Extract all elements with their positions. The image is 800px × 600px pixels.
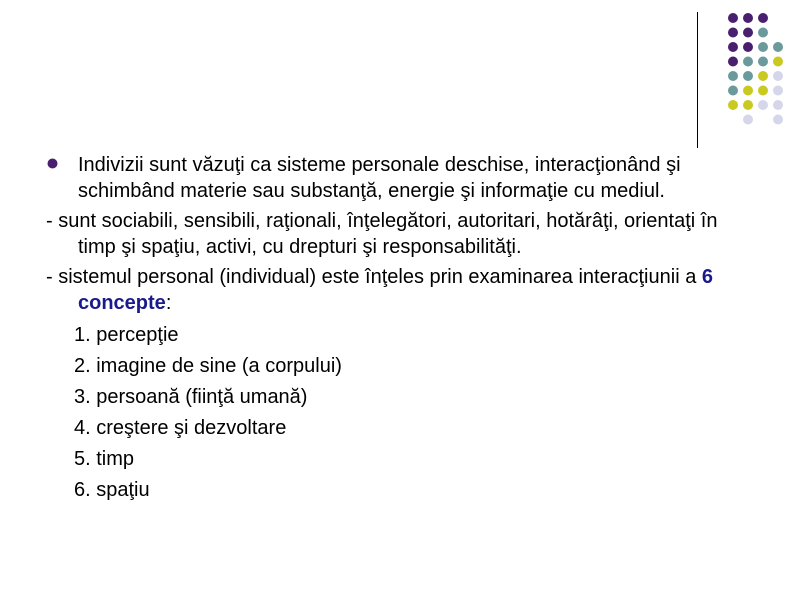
concepts-highlight: 6 concepte	[78, 266, 713, 314]
decor-dot	[773, 57, 783, 67]
slide-content	[46, 152, 736, 506]
decor-dot	[758, 86, 768, 96]
decor-dot	[758, 42, 768, 52]
decor-dot	[758, 57, 768, 67]
bullet-icon	[47, 158, 58, 169]
decor-dot	[743, 115, 753, 125]
decor-dot	[728, 86, 738, 96]
decor-dot	[743, 86, 753, 96]
decor-dot	[773, 71, 783, 81]
dash-text-traits: - sunt sociabili, sensibili, raţionali, înţelegători, autoritari, hotărâţi, orientaţi în timp şi spaţiu, activi, cu drepturi şi responsabilităţi.	[46, 210, 718, 258]
decor-dot	[728, 57, 738, 67]
decor-dot	[743, 57, 753, 67]
decor-dot	[743, 42, 753, 52]
list-item: 1. percepţie	[74, 324, 179, 346]
dash-paragraph-system	[46, 264, 736, 316]
decor-dot	[728, 13, 738, 23]
decor-dot	[773, 100, 783, 110]
decor-dot	[758, 100, 768, 110]
dash-text-suffix: :	[165, 292, 172, 314]
decor-dot	[743, 71, 753, 81]
dash-text-prefix: - sistemul personal (individual) este înţeles prin examinarea interacţiunii a	[46, 266, 702, 288]
bullet-text: Indivizii sunt văzuţi ca sisteme personale deschise, interacţionând şi schimbând materie sau substanţă, energie şi informaţie cu mediul.	[78, 154, 681, 202]
concepts-list	[46, 320, 736, 506]
list-item: 2. imagine de sine (a corpului)	[74, 355, 342, 377]
decor-dot	[773, 42, 783, 52]
list-item: 5. timp	[74, 448, 135, 470]
decor-dot	[773, 86, 783, 96]
decor-dot	[743, 100, 753, 110]
decor-dot	[743, 28, 753, 38]
list-item: 6. spaţiu	[74, 479, 150, 501]
decor-dot-grid	[708, 8, 788, 128]
decor-dot	[758, 13, 768, 23]
list-item: 3. persoană (fiinţă umană)	[74, 386, 308, 408]
decor-dot	[728, 71, 738, 81]
decor-dot	[743, 13, 753, 23]
decor-dot	[773, 115, 783, 125]
decor-dot	[728, 28, 738, 38]
decor-dot	[758, 71, 768, 81]
decor-dot	[728, 42, 738, 52]
decor-dot	[758, 28, 768, 38]
decor-divider	[697, 12, 698, 148]
list-item: 4. creştere şi dezvoltare	[74, 417, 287, 439]
dash-paragraph-traits	[46, 208, 736, 260]
decor-dot	[728, 100, 738, 110]
bullet-paragraph	[46, 152, 736, 204]
